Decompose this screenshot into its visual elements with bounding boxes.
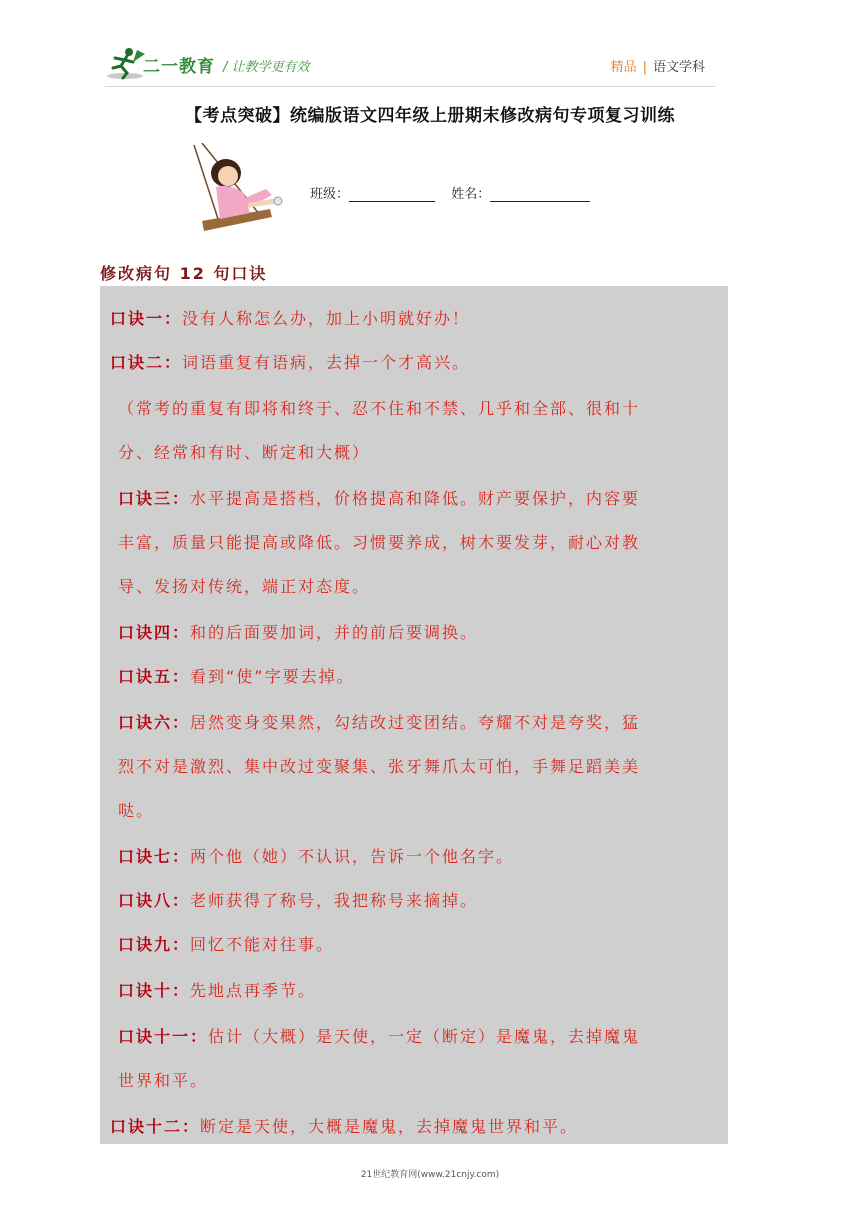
page-title: 【考点突破】统编版语文四年级上册期末修改病句专项复习训练: [185, 106, 675, 126]
rhyme-text: 居然变身变果然，勾结改过变团结。夸耀不对是夸奖，猛: [190, 713, 641, 732]
header-tag: [611, 56, 705, 75]
rhyme-text: 分、经常和有时、断定和大概）: [118, 443, 371, 462]
rhyme-text: 断定是天使，大概是魔鬼，去掉魔鬼世界和平。: [200, 1117, 579, 1136]
rhyme-line: [118, 1024, 640, 1047]
rhyme-text: 世界和平。: [118, 1071, 209, 1090]
rhyme-text: 没有人称怎么办，加上小明就好办！: [182, 309, 471, 328]
rhyme-line: [118, 1068, 208, 1091]
rhyme-text: 回忆不能对往事。: [190, 935, 335, 954]
tag-separator: |: [642, 60, 647, 75]
rhyme-label: 口诀一：: [110, 309, 183, 328]
rhyme-line: [118, 396, 640, 419]
rhyme-label: 口诀六：: [118, 713, 191, 732]
rhyme-text: 水平提高是搭档，价格提高和降低。财产要保护，内容要: [190, 489, 641, 508]
class-field[interactable]: [349, 187, 435, 202]
rhyme-label: 口诀十一：: [118, 1027, 209, 1046]
rhyme-label: 口诀八：: [118, 891, 191, 910]
name-label: 姓名：: [451, 187, 491, 202]
rhyme-text: 先地点再季节。: [190, 981, 317, 1000]
rhyme-line: [110, 350, 470, 373]
rhyme-line: [118, 664, 355, 687]
rhyme-text: 估计（大概）是天使，一定（断定）是魔鬼，去掉魔鬼: [208, 1027, 641, 1046]
rhyme-line: [118, 798, 154, 821]
rhyme-line: [118, 530, 640, 553]
name-field[interactable]: [490, 187, 590, 202]
rhyme-text: 看到“使”字要去掉。: [190, 667, 355, 686]
rhymes-box: [100, 286, 728, 1144]
rhyme-label: 口诀五：: [118, 667, 191, 686]
rhyme-line: [118, 440, 370, 463]
rhyme-label: 口诀十：: [118, 981, 191, 1000]
rhyme-line: [118, 754, 640, 777]
rhyme-line: [118, 932, 334, 955]
girl-on-swing-illustration: [180, 143, 290, 243]
rhyme-line: [118, 574, 370, 597]
rhyme-label: 口诀十二：: [110, 1117, 201, 1136]
rhyme-line: [118, 888, 478, 911]
page-header: [105, 42, 715, 87]
rhyme-line: [118, 620, 478, 643]
rhyme-text: 词语重复有语病，去掉一个才高兴。: [182, 353, 471, 372]
rhyme-label: 口诀七：: [118, 847, 191, 866]
slogan: / 让教学更有效: [223, 60, 310, 75]
class-label: 班级：: [310, 187, 350, 202]
rhyme-label: 口诀四：: [118, 623, 191, 642]
rhyme-text: 导、发扬对传统，端正对态度。: [118, 577, 371, 596]
subject-tag: 语文学科: [652, 60, 705, 75]
rhyme-text: 丰富，质量只能提高或降低。习惯要养成，树木要发芽，耐心对教: [118, 533, 641, 552]
rhyme-text: （常考的重复有即将和终于、忍不住和不禁、几乎和全部、很和十: [118, 399, 641, 418]
rhyme-line: [110, 306, 470, 329]
rhyme-label: 口诀二：: [110, 353, 183, 372]
rhyme-text: 哒。: [118, 801, 155, 820]
rhyme-line: [118, 844, 514, 867]
rhyme-text: 两个他（她）不认识，告诉一个他名字。: [190, 847, 515, 866]
quality-tag: 精品: [610, 60, 637, 75]
section-title: 修改病句 12 句口诀: [100, 264, 268, 283]
rhyme-line: [118, 710, 640, 733]
rhyme-text: 烈不对是激烈、集中改过变聚集、张牙舞爪太可怕，手舞足蹈美美: [118, 757, 641, 776]
rhyme-line: [118, 486, 640, 509]
rhyme-label: 口诀九：: [118, 935, 191, 954]
rhyme-text: 老师获得了称号，我把称号来摘掉。: [190, 891, 479, 910]
rhyme-line: [118, 978, 316, 1001]
brand-name: 二一教育: [143, 57, 215, 77]
page-footer: 21世纪教育网(www.21cnjy.com): [360, 1170, 500, 1180]
rhyme-text: 和的后面要加词，并的前后要调换。: [190, 623, 479, 642]
student-info: [310, 183, 590, 202]
rhyme-label: 口诀三：: [118, 489, 191, 508]
rhyme-line: [110, 1114, 578, 1137]
